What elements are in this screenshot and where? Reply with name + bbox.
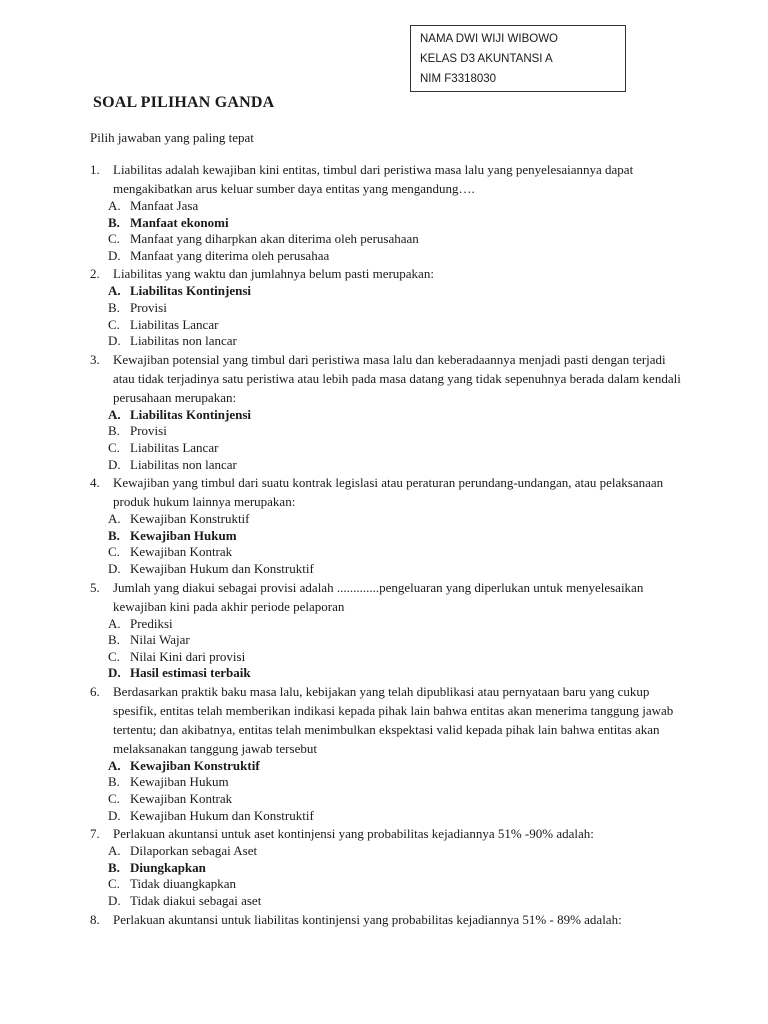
answer-option xyxy=(90,440,690,457)
option-text: Dilaporkan sebagai Aset xyxy=(130,843,258,859)
question-number: 6. xyxy=(90,683,100,699)
question-item xyxy=(90,160,690,264)
student-info-box xyxy=(410,25,626,92)
answer-option xyxy=(90,876,690,893)
question-text-row xyxy=(90,910,690,929)
answer-option-selected xyxy=(90,758,690,775)
option-text: Liabilitas Lancar xyxy=(130,439,219,455)
answer-option xyxy=(90,632,690,649)
question-text-row xyxy=(90,578,690,616)
option-letter: B. xyxy=(108,527,120,543)
option-letter: C. xyxy=(108,876,120,892)
question-number: 2. xyxy=(90,266,100,282)
option-text: Kewajiban Kontrak xyxy=(130,791,233,807)
option-text: Liabilitas non lancar xyxy=(130,456,237,472)
option-text: Tidak diakui sebagai aset xyxy=(130,893,262,909)
question-text-row xyxy=(90,473,690,511)
option-text: Prediksi xyxy=(130,615,173,631)
question-text-row xyxy=(90,160,690,198)
option-letter: C. xyxy=(108,791,120,807)
instruction-text: Pilih jawaban yang paling tepat xyxy=(90,130,254,145)
option-text: Manfaat Jasa xyxy=(130,198,199,213)
question-number: 3. xyxy=(90,351,100,367)
question-text: Liabilitas adalah kewajiban kini entitas, timbul dari peristiwa masa lalu yang penyelesaiannya dapat mengakibatkan arus keluar sumber daya entitas yang mengandung…. xyxy=(113,162,634,196)
option-letter: D. xyxy=(108,456,121,472)
option-text: Liabilitas Kontinjensi xyxy=(130,406,251,422)
option-text: Liabilitas Lancar xyxy=(130,316,219,332)
answer-option-selected xyxy=(90,665,690,682)
question-number: 1. xyxy=(90,162,100,177)
question-text-row xyxy=(90,350,690,407)
question-text: Kewajiban potensial yang timbul dari peristiwa masa lalu dan keberadaannya menjadi pasti dengan terjadi atau tidak terjadinya satu peristiwa atau lebih pada masa datang yang tidak sepenuhnya berada dalam kendali perusahaan merupakan: xyxy=(113,351,681,405)
question-item xyxy=(90,910,690,929)
option-text: Kewajiban Hukum dan Konstruktif xyxy=(130,560,314,576)
option-letter: A. xyxy=(108,615,121,631)
question-item xyxy=(90,578,690,682)
option-letter: C. xyxy=(108,231,120,247)
student-nim: NIM F3318030 xyxy=(420,73,497,85)
answer-option xyxy=(90,333,690,350)
option-letter: C. xyxy=(108,544,120,560)
option-text: Kewajiban Konstruktif xyxy=(130,511,250,527)
option-letter: D. xyxy=(108,665,121,681)
answer-option xyxy=(90,300,690,317)
option-text: Hasil estimasi terbaik xyxy=(130,665,251,681)
option-text: Manfaat ekonomi xyxy=(130,214,229,230)
answer-option xyxy=(90,317,690,334)
option-letter: B. xyxy=(108,299,120,315)
option-text: Tidak diuangkapkan xyxy=(130,876,237,892)
option-letter: A. xyxy=(108,511,121,527)
option-text: Nilai Wajar xyxy=(130,632,190,648)
option-letter: B. xyxy=(108,423,120,439)
question-number: 7. xyxy=(90,826,100,842)
answer-option xyxy=(90,791,690,808)
option-letter: D. xyxy=(108,560,121,576)
page-title: SOAL PILIHAN GANDA xyxy=(93,94,275,111)
option-text: Provisi xyxy=(130,299,167,315)
question-text-row xyxy=(90,264,690,283)
option-letter: A. xyxy=(108,283,121,299)
question-number: 4. xyxy=(90,475,100,491)
option-letter: C. xyxy=(108,439,120,455)
option-text: Manfaat yang diterima oleh perusahaa xyxy=(130,247,330,263)
option-letter: B. xyxy=(108,774,120,790)
answer-option xyxy=(90,511,690,528)
option-text: Liabilitas Kontinjensi xyxy=(130,283,251,299)
question-list xyxy=(90,160,690,929)
answer-option xyxy=(90,774,690,791)
answer-option xyxy=(90,544,690,561)
option-text: Diungkapkan xyxy=(130,859,206,875)
answer-option xyxy=(90,561,690,578)
answer-option-selected xyxy=(90,528,690,545)
option-text: Kewajiban Hukum dan Konstruktif xyxy=(130,807,314,823)
question-item xyxy=(90,824,690,909)
question-item xyxy=(90,473,690,577)
question-text: Perlakuan akuntansi untuk liabilitas kontinjensi yang probabilitas kejadiannya 51% - 89% adalah: xyxy=(113,911,622,927)
question-text: Kewajiban yang timbul dari suatu kontrak legislasi atau peraturan perundang-undangan, atau pelaksanaan produk hukum lainnya merupakan: xyxy=(113,475,664,510)
answer-option-selected xyxy=(90,407,690,424)
question-number: 8. xyxy=(90,911,100,927)
question-text: Jumlah yang diakui sebagai provisi adalah .............pengeluaran yang diperlukan untuk menyelesaikan kewajiban kini pada akhir periode pelaporan xyxy=(113,579,644,614)
answer-option xyxy=(90,893,690,910)
answer-option xyxy=(90,231,690,248)
option-letter: D. xyxy=(108,893,121,909)
option-letter: C. xyxy=(108,316,120,332)
answer-option xyxy=(90,616,690,633)
question-text: Berdasarkan praktik baku masa lalu, kebijakan yang telah dipublikasi atau pernyataan baru yang cukup spesifik, entitas telah memberikan indikasi kepada pihak lain bahwa entitas akan menerima tanggung jawab tertentu; dan akibatnya, entitas telah menimbulkan ekspektasi valid kepada pihak lain bahwa entitas akan melaksanakan tanggung jawab tersebut xyxy=(113,683,674,756)
answer-option xyxy=(90,649,690,666)
question-item xyxy=(90,264,690,349)
question-number: 5. xyxy=(90,579,100,595)
answer-option-selected xyxy=(90,215,690,232)
answer-option-selected xyxy=(90,860,690,877)
option-letter: B. xyxy=(108,214,120,230)
option-letter: B. xyxy=(108,859,120,875)
option-letter: D. xyxy=(108,333,121,349)
option-text: Provisi xyxy=(130,423,167,439)
option-text: Liabilitas non lancar xyxy=(130,333,237,349)
option-letter: D. xyxy=(108,247,121,263)
option-text: Kewajiban Hukum xyxy=(130,527,237,543)
option-letter: C. xyxy=(108,648,120,664)
question-text-row xyxy=(90,824,690,843)
option-text: Kewajiban Hukum xyxy=(130,774,229,790)
answer-option xyxy=(90,457,690,474)
answer-option xyxy=(90,198,690,215)
option-letter: A. xyxy=(108,406,121,422)
question-text: Liabilitas yang waktu dan jumlahnya belum pasti merupakan: xyxy=(113,266,434,282)
question-item xyxy=(90,682,690,824)
option-letter: D. xyxy=(108,807,121,823)
answer-option xyxy=(90,808,690,825)
answer-option xyxy=(90,843,690,860)
option-text: Kewajiban Kontrak xyxy=(130,544,233,560)
question-text: Perlakuan akuntansi untuk aset kontinjensi yang probabilitas kejadiannya 51% -90% adalah: xyxy=(113,826,594,842)
answer-option xyxy=(90,248,690,265)
option-text: Nilai Kini dari provisi xyxy=(130,648,246,664)
question-text-row xyxy=(90,682,690,758)
answer-option-selected xyxy=(90,283,690,300)
student-class: KELAS D3 AKUNTANSI A xyxy=(420,53,553,65)
option-letter: A. xyxy=(108,198,121,213)
option-text: Manfaat yang diharpkan akan diterima oleh perusahaan xyxy=(130,231,419,247)
student-name: NAMA DWI WIJI WIBOWO xyxy=(420,33,558,45)
option-text: Kewajiban Konstruktif xyxy=(130,757,260,773)
option-letter: A. xyxy=(108,757,121,773)
question-item xyxy=(90,350,690,473)
option-letter: A. xyxy=(108,843,121,859)
answer-option xyxy=(90,423,690,440)
option-letter: B. xyxy=(108,632,120,648)
